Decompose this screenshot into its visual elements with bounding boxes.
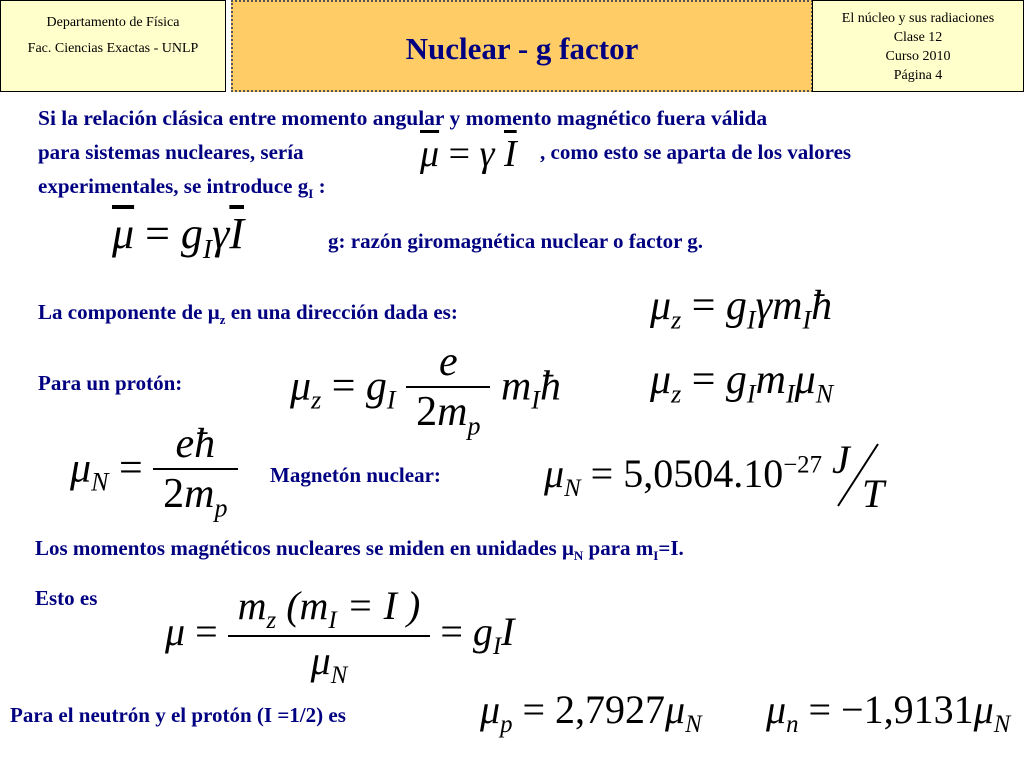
esto-es-text: Esto es bbox=[35, 586, 98, 610]
nuclear-magneton-definition: $\mu_N$ = $\frac{eħ}{2m_p}$ bbox=[70, 420, 238, 523]
intro-line-1: Si la relación clásica entre momento angular y momento magnético fuera válida bbox=[38, 106, 768, 130]
mu-z-gamma-formula: $\mu_z$ = $g_I\gamma m_Iħ$ bbox=[650, 283, 833, 335]
intro-line-2b: , como esto se aparta de los valores bbox=[540, 140, 852, 164]
mu-definition-formula: μ = $\frac{m_z (m_I = I )}{\mu_N}$ = $g_II$ bbox=[165, 583, 515, 689]
mu-proton-value: $\mu_p = 2,7927\mu_N$ bbox=[480, 687, 702, 738]
header-page: Página 4 bbox=[893, 68, 943, 83]
mu-z-nuclear-formula: $\mu_z = g_Im_I\mu_N$ bbox=[650, 357, 834, 409]
header-course-name: El núcleo y sus radiaciones bbox=[841, 11, 995, 26]
nuclear-magneton-value: $\mu_N = 5,0504.10^{-27}$ bbox=[544, 451, 822, 502]
g-factor-formula: $\overline{\mu} = g_I\gamma\overline{I}$ bbox=[112, 209, 245, 264]
magneton-text: Magnetón nuclear: bbox=[270, 463, 441, 487]
header-class: Clase 12 bbox=[893, 30, 943, 45]
proton-text: Para un protón: bbox=[38, 371, 183, 395]
proton-formula: $\mu_z = g_I$ $\frac{e}{2m_p}$ $m_Iħ$ bbox=[290, 339, 561, 441]
g-definition-text: g: razón giromagnética nuclear o factor g. bbox=[328, 229, 704, 253]
header-faculty: Fac. Ciencias Exactas - UNLP bbox=[27, 41, 199, 56]
unit-slash bbox=[832, 440, 882, 510]
page-title: Nuclear - g factor bbox=[405, 31, 639, 66]
header-course-info bbox=[812, 0, 1024, 92]
unit-j-per-t: J bbox=[832, 437, 850, 482]
z-component-text: La componente de $\mu_z$ en una dirección dada es: bbox=[38, 300, 458, 328]
unit-tesla: T bbox=[862, 471, 885, 516]
intro-line-3: experimentales, se introduce $g_I$ : bbox=[38, 174, 326, 202]
classical-relation-formula: $\overline{\mu} = \gamma$ $\overline{I}$ bbox=[420, 133, 517, 175]
mu-neutron-value: $\mu_n = -1,9131\mu_N$ bbox=[766, 687, 1011, 738]
header-year: Curso 2010 bbox=[885, 49, 951, 64]
header-department: Departamento de Física bbox=[46, 15, 180, 30]
intro-line-2a: para sistemas nucleares, sería bbox=[38, 140, 304, 164]
neutron-proton-text: Para el neutrón y el protón (I =1/2) es bbox=[10, 703, 346, 727]
header-institution bbox=[0, 0, 226, 92]
units-text: Los momentos magnéticos nucleares se miden en unidades $\mu_N$ para $m_I=I$. bbox=[35, 536, 684, 564]
header-title-box bbox=[231, 0, 813, 92]
